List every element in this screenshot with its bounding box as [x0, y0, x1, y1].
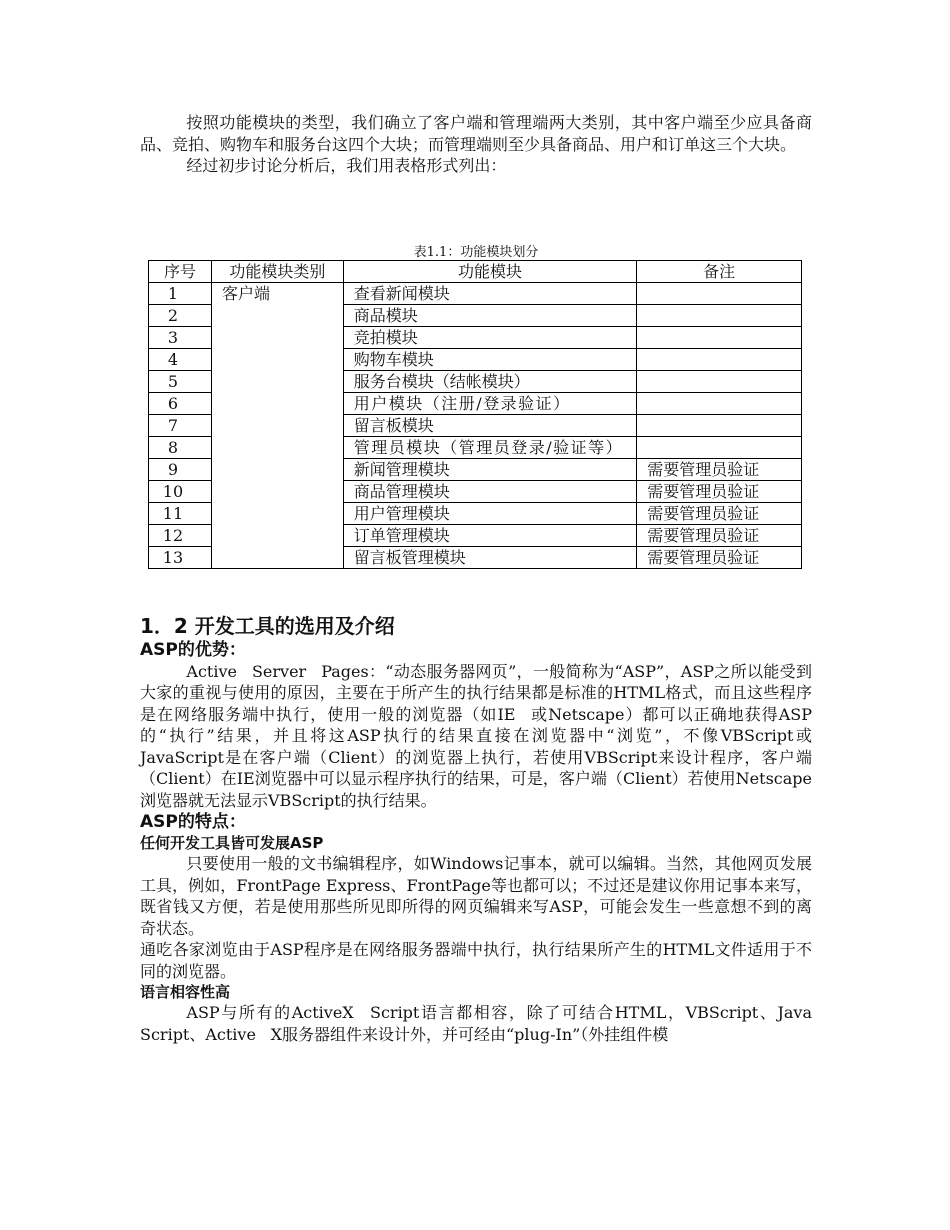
section-heading: 1．2 开发工具的选用及介绍	[140, 613, 395, 638]
row-module: 查看新闻模块	[343, 282, 637, 304]
row-note: 需要管理员验证	[637, 458, 802, 480]
row-number: 7	[149, 414, 212, 436]
header-note: 备注	[637, 260, 802, 282]
table-row	[149, 282, 802, 304]
document-page	[140, 112, 812, 1045]
row-note	[637, 370, 802, 392]
row-note: 需要管理员验证	[637, 502, 802, 524]
feature-2-body: ASP与所有的ActiveX Script语言都相容，除了可结合HTML，VBScript、Java Script、Active X服务器组件来设计外，并可经由“plug-In”（外挂组件模	[140, 1003, 812, 1044]
row-number: 2	[149, 304, 212, 326]
row-module: 新闻管理模块	[343, 458, 637, 480]
row-number: 9	[149, 458, 212, 480]
row-module: 商品管理模块	[343, 480, 637, 502]
row-note	[637, 436, 802, 458]
header-category: 功能模块类别	[211, 260, 343, 282]
row-module: 管理员模块（管理员登录/验证等）	[343, 436, 637, 458]
row-note: 需要管理员验证	[637, 546, 802, 568]
row-number: 10	[149, 480, 212, 502]
asp-features-title: ASP的特点：	[140, 812, 246, 832]
row-note	[637, 326, 802, 348]
asp-advantages-title: ASP的优势：	[140, 639, 246, 660]
row-module: 购物车模块	[343, 348, 637, 370]
row-module: 用户模块（注册/登录验证）	[343, 392, 637, 414]
row-number: 13	[149, 546, 212, 568]
row-module: 服务台模块（结帐模块）	[343, 370, 637, 392]
row-number: 5	[149, 370, 212, 392]
row-note	[637, 414, 802, 436]
row-note	[637, 392, 802, 414]
row-number: 3	[149, 326, 212, 348]
row-module: 留言板管理模块	[343, 546, 637, 568]
row-module: 商品模块	[343, 304, 637, 326]
row-category: 客户端	[211, 282, 343, 568]
row-number: 12	[149, 524, 212, 546]
row-number: 1	[149, 282, 212, 304]
row-number: 4	[149, 348, 212, 370]
table-header-row	[149, 260, 802, 282]
row-note: 需要管理员验证	[637, 524, 802, 546]
intro-paragraph-1: 按照功能模块的类型，我们确立了客户端和管理端两大类别，其中客户端至少应具备商品、竞拍、购物车和服务台这四个大块；而管理端则至少具备商品、用户和订单这三个大块。	[140, 113, 812, 154]
row-number: 6	[149, 392, 212, 414]
asp-advantages-body: Active Server Pages：“动态服务器网页”，一般简称为“ASP”，ASP之所以能受到大家的重视与使用的原因，主要在于所产生的执行结果都是标准的HTML格式，而且这些程序是在网络服务端中执行，使用一般的浏览器（如IE 或Netscape）都可以正确地获得ASP的“执行”结果，并且将这ASP执行的结果直接在浏览器中“浏览”，不像VBScript或 JavaScript是在客户端（Client）的浏览器上执行，若使用VBScript来设计程序，客户端（Client）在IE浏览器中可以显示程序执行的结果，可是，客户端（Client）若使用Netscape浏览器就无法显示VBScript的执行结果。	[140, 661, 812, 810]
intro-paragraph-2: 经过初步讨论分析后，我们用表格形式列出：	[186, 156, 507, 175]
header-module: 功能模块	[343, 260, 637, 282]
header-no: 序号	[149, 260, 212, 282]
row-note	[637, 304, 802, 326]
feature-1-body-2: 通吃各家浏览由于ASP程序是在网络服务器端中执行，执行结果所产生的HTML文件适用于不同的浏览器。	[140, 940, 812, 981]
row-note	[637, 282, 802, 304]
row-module: 竞拍模块	[343, 326, 637, 348]
row-note	[637, 348, 802, 370]
feature-2-title: 语言相容性高	[140, 983, 231, 1001]
row-module: 订单管理模块	[343, 524, 637, 546]
feature-1-body: 只要使用一般的文书编辑程序，如Windows记事本，就可以编辑。当然，其他网页发展工具，例如，FrontPage Express、FrontPage等也都可以；不过还是建议你用记事本来写，既省钱又方便，若是使用那些所见即所得的网页编辑来写ASP，可能会发生一些意想不到的离奇状态。	[140, 854, 812, 938]
feature-1-title: 任何开发工具皆可发展ASP	[140, 834, 324, 852]
table-caption: 表1.1：功能模块划分	[413, 244, 539, 260]
row-module: 用户管理模块	[343, 502, 637, 524]
row-note: 需要管理员验证	[637, 480, 802, 502]
function-module-table	[148, 260, 802, 569]
row-number: 8	[149, 436, 212, 458]
row-module: 留言板模块	[343, 414, 637, 436]
row-number: 11	[149, 502, 212, 524]
